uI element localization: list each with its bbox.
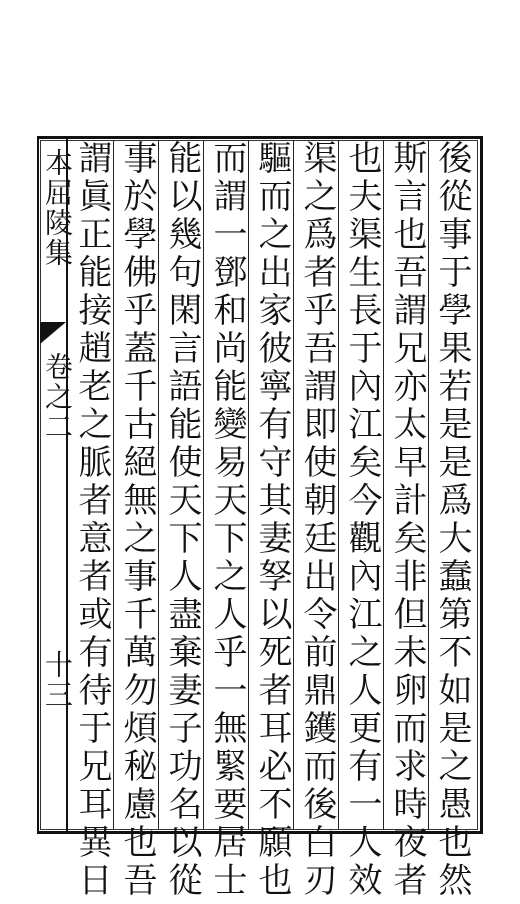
column-rule	[203, 140, 204, 830]
column-rule	[428, 140, 429, 830]
text-column-2: 斯言也吾謂兄亦太早計矣非但未卵而求時夜者	[387, 140, 427, 900]
column-rule	[248, 140, 249, 830]
text-column-5: 驅而之出家彼寧有守其妻孥以死者耳必不願也	[252, 140, 292, 900]
text-column-8: 事於學佛乎蓋千古絕無之事千萬勿煩秘慮也吾	[117, 140, 157, 900]
text-column-3: 也夫渠生長于內江矣今觀內江之人更有一人效	[342, 140, 382, 900]
volume-label: 卷之二	[41, 352, 74, 442]
column-rule	[293, 140, 294, 830]
text-column-9: 謂眞正能接趙老之脈者意者或有待于兄耳異日	[72, 140, 112, 900]
folio-number: 十三	[41, 650, 74, 710]
text-column-6: 而謂一鄧和尚能變易天下之人乎一無緊要居士	[207, 140, 247, 900]
column-rule	[383, 140, 384, 830]
column-rule	[158, 140, 159, 830]
text-column-4: 渠之爲者乎吾謂即使朝廷出令前鼎鑊而後白刃	[297, 140, 337, 900]
text-column-7: 能以幾句閑言語能使天下人盡棄妻子功名以從	[162, 140, 202, 900]
column-rule	[338, 140, 339, 830]
fish-tail-mark	[40, 322, 66, 344]
book-title: 本屈陵集	[41, 148, 74, 268]
column-rule	[113, 140, 114, 830]
text-column-1: 後從事于學果若是是爲大蠢第不如是之愚也然	[432, 140, 472, 900]
